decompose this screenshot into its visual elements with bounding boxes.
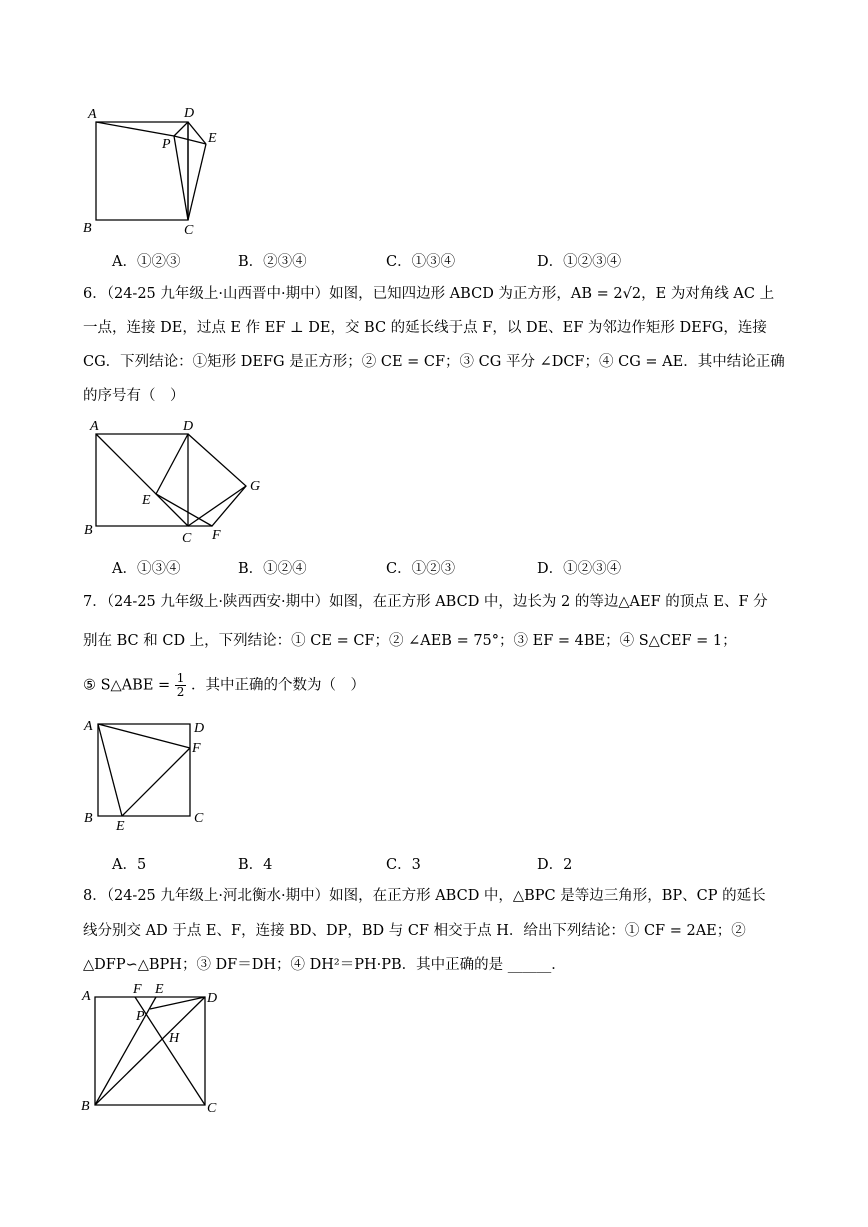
q6-label-e: E (142, 493, 151, 508)
q5-seg-pc (174, 136, 188, 220)
q7-text-line3-post: ．其中正确的个数为（ ） (191, 677, 366, 694)
q6-option-b[interactable]: B．①②④ (238, 561, 307, 577)
q6-label-c: C (182, 531, 192, 546)
q8-seg-cf (135, 997, 205, 1105)
q7-fraction-numerator: 1 (176, 671, 185, 685)
q6-text-line4: 的序号有（ ） (83, 388, 185, 404)
q7-text-line3 (83, 672, 365, 699)
q8-label-p: P (136, 1009, 145, 1024)
q8-label-c: C (207, 1101, 217, 1116)
q7-seg-af (98, 724, 190, 748)
q8-label-d: D (207, 991, 218, 1006)
q5-label-b: B (83, 221, 92, 236)
q7-label-d: D (194, 721, 205, 736)
q8-seg-dp (150, 997, 205, 1009)
q7-seg-ef (122, 748, 190, 816)
q7-square (98, 724, 190, 816)
q6-label-d: D (183, 419, 194, 434)
q8-seg-bd (95, 997, 205, 1105)
q7-text-line3-pre: ⑤ S△ABE = (83, 677, 171, 694)
q8-label-b: B (81, 1099, 90, 1114)
q7-label-c: C (194, 811, 204, 826)
q6-text-line1: 6．（24-25 九年级上·山西晋中·期中）如图，已知四边形 ABCD 为正方形，AB = 2√2，E 为对角线 AC 上 (83, 286, 775, 302)
q8-label-a: A (82, 989, 91, 1004)
q8-text-line1: 8．（24-25 九年级上·河北衡水·期中）如图，在正方形 ABCD 中，△BPC 是等边三角形，BP、CP 的延长 (83, 888, 766, 904)
q6-seg-de (156, 434, 188, 494)
q7-figure (78, 712, 218, 837)
q5-seg-ec (188, 144, 206, 220)
q7-option-d[interactable]: D．2 (537, 857, 573, 873)
q7-option-c[interactable]: C．3 (386, 857, 421, 873)
q8-figure (78, 980, 228, 1120)
q6-option-d[interactable]: D．①②③④ (537, 561, 622, 577)
q8-label-e: E (155, 982, 164, 997)
q6-text-line2: 一点，连接 DE，过点 E 作 EF ⊥ DE，交 BC 的延长线于点 F，以 DE、EF 为邻边作矩形 DEFG，连接 (83, 320, 767, 336)
q7-text-line1: 7．（24-25 九年级上·陕西西安·期中）如图，在正方形 ABCD 中，边长为 2 的等边△AEF 的顶点 E、F 分 (83, 594, 768, 610)
q7-option-a[interactable]: A．5 (112, 857, 147, 873)
q5-label-p: P (162, 137, 171, 152)
q5-option-a[interactable]: A．①②③ (112, 254, 181, 270)
q6-label-b: B (84, 523, 93, 538)
q6-figure (78, 412, 278, 547)
q7-label-b: B (84, 811, 93, 826)
q8-label-h: H (169, 1031, 180, 1046)
q5-label-a: A (88, 107, 97, 122)
q6-seg-ac (96, 434, 188, 526)
q6-text-line3: CG．下列结论：①矩形 DEFG 是正方形；② CE = CF；③ CG 平分 ∠DCF；④ CG = AE．其中结论正确 (83, 354, 785, 370)
q8-label-f: F (133, 982, 142, 997)
q8-seg-be (95, 997, 156, 1105)
q7-fraction (175, 672, 187, 699)
q8-text-line2: 线分别交 AD 于点 E、F，连接 BD、DP，BD 与 CF 相交于点 H．给出下列结论：① CF = 2AE；② (83, 923, 746, 939)
q5-label-c: C (184, 223, 194, 238)
q6-seg-efg (156, 434, 246, 526)
q7-label-e: E (116, 819, 125, 834)
q5-option-c[interactable]: C．①③④ (386, 254, 456, 270)
q5-seg-pd (174, 122, 188, 136)
q5-figure (78, 100, 228, 240)
q7-text-line2: 别在 BC 和 CD 上，下列结论：① CE = CF；② ∠AEB = 75°；③ EF = 4BE；④ S△CEF = 1； (83, 633, 737, 649)
q5-option-b[interactable]: B．②③④ (238, 254, 307, 270)
q7-label-a: A (84, 719, 93, 734)
q6-option-c[interactable]: C．①②③ (386, 561, 456, 577)
q6-label-f: F (212, 528, 221, 543)
q6-option-a[interactable]: A．①③④ (112, 561, 181, 577)
q5-label-e: E (208, 131, 217, 146)
q6-label-a: A (90, 419, 99, 434)
q7-seg-ae (98, 724, 122, 816)
q8-text-line3: △DFP∽△BPH；③ DF＝DH；④ DH²＝PH·PB．其中正确的是 ______． (83, 957, 566, 973)
q6-label-g: G (250, 479, 261, 494)
q5-seg-ap (96, 122, 174, 136)
q7-label-f: F (192, 741, 201, 756)
q5-label-d: D (184, 106, 195, 121)
q7-fraction-denominator: 2 (176, 685, 185, 699)
q5-option-d[interactable]: D．①②③④ (537, 254, 622, 270)
q7-option-b[interactable]: B．4 (238, 857, 273, 873)
